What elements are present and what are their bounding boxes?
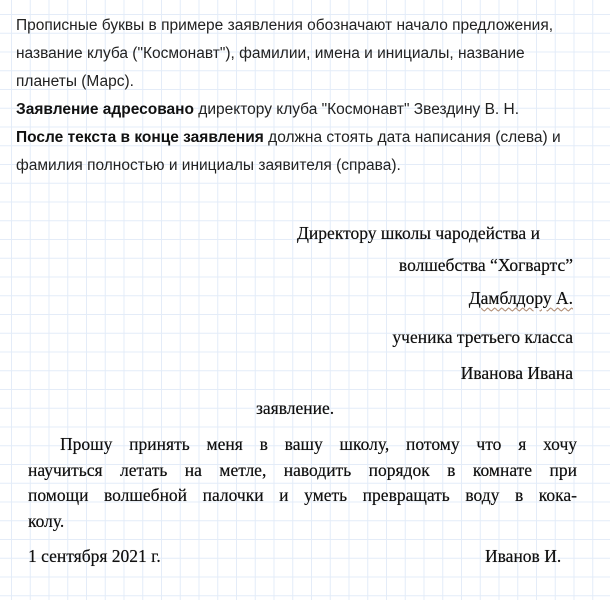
bold-phrase: Заявление адресовано	[16, 101, 194, 118]
sender-name: Иванова Ивана	[460, 363, 573, 383]
explanation-line: планеты (Марс).	[16, 73, 134, 90]
explanation-text: должна стоять дата написания (слева) и	[263, 129, 561, 146]
explanation-text: фамилия полностью и инициалы заявителя (справа).	[16, 157, 401, 174]
recipient-name	[469, 288, 573, 309]
explanation-line: название клуба ("Космонавт"), фамилии, имена и инициалы, название	[16, 45, 525, 62]
letter-date: 1 сентября 2021 г.	[28, 546, 161, 566]
body-line: Прошу принять меня в вашу школу, потому что я хочу	[60, 434, 577, 454]
bold-phrase: После текста в конце заявления	[16, 129, 264, 146]
letter-title: заявление.	[256, 398, 335, 418]
letter-signature: Иванов И.	[485, 546, 562, 566]
explanation-text: директору клуба "Космонавт" Звездину В. Н.	[194, 101, 520, 118]
sender-line-1: ученика третьего класса	[392, 327, 573, 347]
letter-body	[28, 432, 577, 534]
recipient-line-1: Директору школы чародейства и	[297, 223, 540, 243]
spellcheck-underlined-word: Дамблдору А.	[468, 288, 573, 308]
recipient-line-2: волшебства “Хогвартс”	[398, 255, 573, 275]
body-line: колу.	[28, 510, 65, 531]
explanation-line: Прописные буквы в примере заявления обозначают начало предложения,	[16, 17, 554, 34]
body-line: научиться летать на метле, наводить порядок в комнате при	[28, 459, 577, 480]
body-line: помощи волшебной палочки и уметь превращать воду в кока-	[28, 485, 577, 505]
